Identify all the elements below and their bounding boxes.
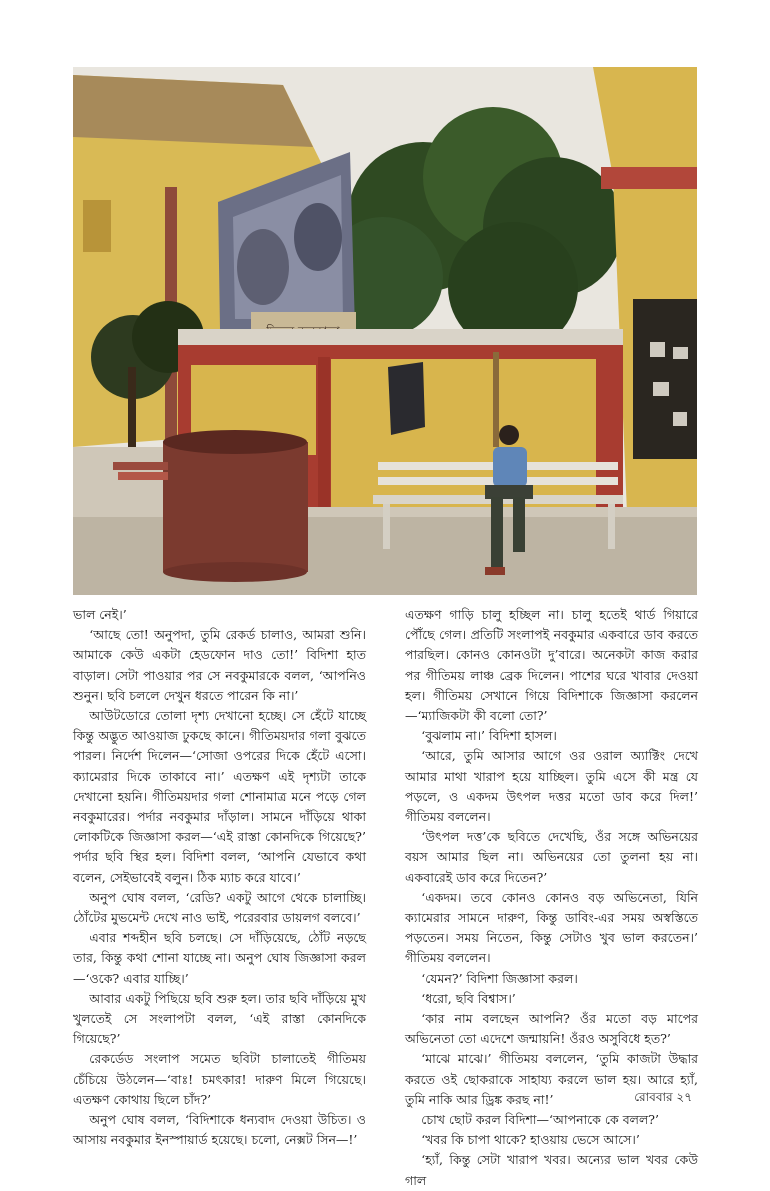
paragraph: ‘ধরো, ছবি বিশ্বাস।’ bbox=[421, 990, 516, 1006]
paragraph: আউটডোরে তোলা দৃশ্য দেখানো হচ্ছে। সে হেঁটে যাচ্ছে কিন্তু অদ্ভুত আওয়াজ ঢুকছে কানে। গীতিময়দার গলা বুঝতে পারল। নির্দেশ দিলেন—‘সোজা ওপরের দিকে হেঁটে এসো। ক্যামেরার দিকে তাকাবে না।’ এতক্ষণ এই দৃশ্যটা তাকে দেখানো হয়নি। গীতিময়দার গলা শোনামাত্র মনে পড়ে গেল নবকুমারের। পর্দার নবকুমার দাঁড়াল। সামনে দাঁড়িয়ে থাকা লোকটিকে জিজ্ঞাসা করল—‘এই রাস্তা কোনদিকে গিয়েছে?’ পর্দার ছবি স্থির হল। বিদিশা বলল, ‘আপনি যেভাবে কথা বলেন, সেইভাবেই বলুন। ঠিক ম্যাচ করে যাবে।’ bbox=[73, 708, 366, 885]
paragraph: ‘বুঝলাম না।’ বিদিশা হাসল। bbox=[421, 728, 557, 744]
paragraph: অনুপ ঘোষ বলল, ‘বিদিশাকে ধন্যবাদ দেওয়া উচিত। ও আসায় নবকুমার ইনস্পায়ার্ড হয়েছে। চলো, নেক্সট সিন—!’ bbox=[73, 1112, 366, 1148]
paragraph: এতক্ষণ গাড়ি চালু হচ্ছিল না। চালু হতেই থার্ড গিয়ারে পৌঁছে গেল। প্রতিটি সংলাপই নবকুমার একবারে ডাব করতে পারছিল। কোনও কোনওটা দু’বারে। অনেকটা কাজ করার পর গীতিময় লাঞ্চ ব্রেক দিলেন। পাশের ঘরে খাবার দেওয়া হল। গীতিময় সেখানে গিয়ে বিদিশাকে জিজ্ঞাসা করলেন—‘ম্যাজিকটা কী বলো তো?’ bbox=[405, 607, 698, 724]
page-footer: রোববার ২৭ bbox=[634, 1090, 692, 1104]
paragraph: ‘মাঝে মাঝে।’ গীতিময় বললেন, ‘তুমি কাজটা উদ্ধার করতে ওই ছোকরাকে সাহায্য করলে ভাল হয়। আরে হ্যাঁ, তুমি নাকি আর ড্রিঙ্ক করছ না!’ bbox=[405, 1051, 698, 1107]
paragraph: অনুপ ঘোষ বলল, ‘রেডি? একটু আগে থেকে চালাচ্ছি। ঠোঁটের মুভমেন্ট দেখে নাও ভাই, পরেরবার ডায়লগ বলবে।’ bbox=[73, 889, 366, 926]
paragraph: ‘একদম। তবে কোনও কোনও বড় অভিনেতা, যিনি ক্যামেরার সামনে দারুণ, কিন্তু ডাবিং-এর সময় অস্বস্তিতে পড়তেন। সময় নিতেন, কিন্তু সেটাও খুব ভাল করতেন।’ গীতিময় বললেন। bbox=[405, 889, 698, 966]
paragraph: ‘আছে তো! অনুপদা, তুমি রেকর্ড চালাও, আমরা শুনি। আমাকে কেউ একটা হেডফোন দাও তো!’ বিদিশা হাত বাড়াল। সেটা পাওয়ার পর সে নবকুমারকে বলল, ‘আপনিও শুনুন। ছবি চললে দেখুন ধরতে পারেন কি না।’ bbox=[73, 627, 366, 703]
paragraph: ‘উৎপল দত্ত’কে ছবিতে দেখেছি, ওঁর সঙ্গে অভিনয়ের বয়স আমার ছিল না। অভিনয়ের তো তুলনা হয় না। একবারেই ডাব করে দিতেন?’ bbox=[405, 829, 698, 885]
paragraph: ‘কার নাম বলছেন আপনি? ওঁর মতো বড় মাপের অভিনেতা তো এদেশে জন্মায়নি! ওঁরও অসুবিধে হত?’ bbox=[405, 1011, 698, 1047]
paragraph: আবার একটু পিছিয়ে ছবি শুরু হল। তার ছবি দাঁড়িয়ে মুখ খুলতেই সে সংলাপটা বলল, ‘এই রাস্তা কোনদিকে গিয়েছে?’ bbox=[73, 990, 366, 1047]
paragraph: ‘হ্যাঁ, কিন্তু সেটা খারাপ খবর। অন্যের ভাল খবর কেউ গাল bbox=[405, 1152, 698, 1188]
paragraph: ‘যেমন?’ বিদিশা জিজ্ঞাসা করল। bbox=[421, 970, 578, 986]
courtyard-photo bbox=[73, 67, 697, 595]
paragraph: ‘খবর কি চাপা থাকে? হাওয়ায় ভেসে আসে।’ bbox=[421, 1132, 640, 1148]
paragraph: ‘আরে, তুমি আসার আগে ওর ওরাল অ্যাক্টিং দেখে আমার মাথা খারাপ হয়ে যাচ্ছিল। তুমি এসে কী মন্ত্র যে পড়লে, ও একদম উৎপল দত্তর মতো ডাব করে দিল!’ গীতিময় বললেন। bbox=[405, 748, 698, 825]
paragraph: এবার শব্দহীন ছবি চলছে। সে দাঁড়িয়েছে, ঠোঁট নড়ছে তার, কিন্তু কথা শোনা যাচ্ছে না। অনুপ ঘোষ জিজ্ঞাসা করল—‘ওকে? এবার যাচ্ছি।’ bbox=[73, 930, 366, 986]
paragraph: রেকর্ডেড সংলাপ সমেত ছবিটা চালাতেই গীতিময় চেঁচিয়ে উঠলেন—‘বাঃ! চমৎকার! দারুণ মিলে গিয়েছে। এতক্ষণ কোথায় ছিলে চাঁদ?’ bbox=[73, 1051, 366, 1107]
article-column-left bbox=[73, 605, 366, 1150]
paragraph: চোখ ছোট করল বিদিশা—‘আপনাকে কে বলল?’ bbox=[421, 1112, 659, 1128]
paragraph: ভাল নেই।’ bbox=[73, 607, 127, 622]
